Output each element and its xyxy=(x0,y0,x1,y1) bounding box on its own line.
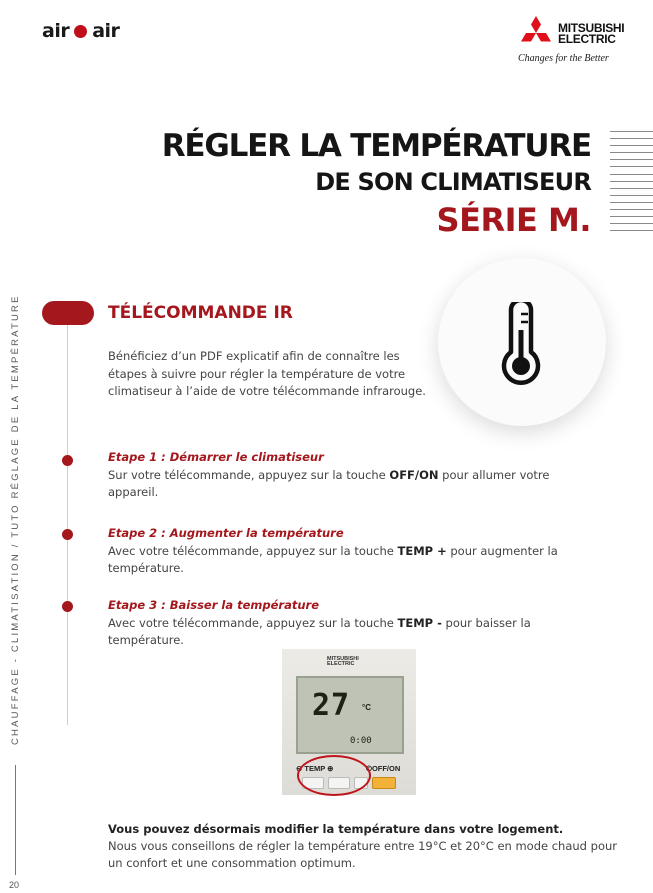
section-pill-marker xyxy=(42,301,94,325)
step-3-text: Avec votre télécommande, appuyez sur la touche TEMP - pour baisser la température. xyxy=(108,615,531,647)
step-3-bullet xyxy=(62,601,73,612)
logo-dot xyxy=(74,25,87,38)
mitsubishi-wordmark: MITSUBISHI ELECTRIC xyxy=(558,21,625,46)
remote-onoff-label: ⏻OFF/ON xyxy=(366,764,401,773)
remote-temperature: 27 xyxy=(312,688,351,723)
sidebar-divider xyxy=(15,765,16,875)
logo-word-1: air xyxy=(42,20,70,42)
logo-word-2: air xyxy=(92,20,120,42)
remote-logo: MITSUBISHI ELECTRIC xyxy=(327,656,359,667)
remote-temp-label: ⊖ TEMP ⊕ xyxy=(296,764,334,773)
step-1-bullet xyxy=(62,455,73,466)
section-intro: Bénéficiez d’un PDF explicatif afin de connaître les étapes à suivre pour régler la température de votre climatiseur à l’aide de votre télécommande infrarouge. xyxy=(108,349,426,398)
mitsubishi-logo xyxy=(518,16,638,66)
step-2-text: Avec votre télécommande, appuyez sur la touche TEMP + pour augmenter la température. xyxy=(108,543,558,575)
sidebar-caption: CHAUFFAGE - CLIMATISATION / TUTO RÉGLAGE DE LA TEMPÉRATURE xyxy=(10,294,21,745)
page-title-line-1: RÉGLER LA TEMPÉRATURE xyxy=(161,128,591,164)
step-2-title: Etape 2 : Augmenter la température xyxy=(108,526,344,540)
remote-temperature-unit: °C xyxy=(362,703,371,712)
step-1-title: Etape 1 : Démarrer le climatiseur xyxy=(108,450,324,464)
step-1-text: Sur votre télécommande, appuyez sur la touche OFF/ON pour allumer votre appareil. xyxy=(108,467,550,499)
remote-lcd-screen xyxy=(296,676,404,754)
decorative-stripes xyxy=(610,131,653,237)
brand-tagline: Changes for the Better xyxy=(518,53,609,64)
step-3-title: Etape 3 : Baisser la température xyxy=(108,598,319,612)
page-title-series: SÉRIE M. xyxy=(436,201,591,239)
remote-clock: 0:00 xyxy=(350,736,372,746)
air-air-logo xyxy=(42,20,119,42)
step-3 xyxy=(108,597,598,650)
page-title-line-2: DE SON CLIMATISEUR xyxy=(315,168,591,196)
temp-button-highlight xyxy=(297,755,371,796)
thermometer-icon xyxy=(490,302,552,388)
step-2-key: TEMP + xyxy=(397,543,447,558)
step-2-bullet xyxy=(62,529,73,540)
section-title: TÉLÉCOMMANDE IR xyxy=(108,303,293,323)
step-3-key: TEMP - xyxy=(397,615,442,630)
remote-onoff-key xyxy=(372,777,396,789)
step-1-key: OFF/ON xyxy=(389,467,439,482)
three-diamonds-icon xyxy=(518,16,554,50)
conclusion-text: Nous vous conseillons de régler la température entre 19°C et 20°C en mode chaud pour un confort et une consommation optimum. xyxy=(108,839,617,870)
timeline-line xyxy=(67,325,68,725)
page-number: 20 xyxy=(9,880,20,890)
conclusion-heading: Vous pouvez désormais modifier la température dans votre logement. xyxy=(108,822,564,836)
step-1 xyxy=(108,449,598,502)
step-2 xyxy=(108,525,598,578)
